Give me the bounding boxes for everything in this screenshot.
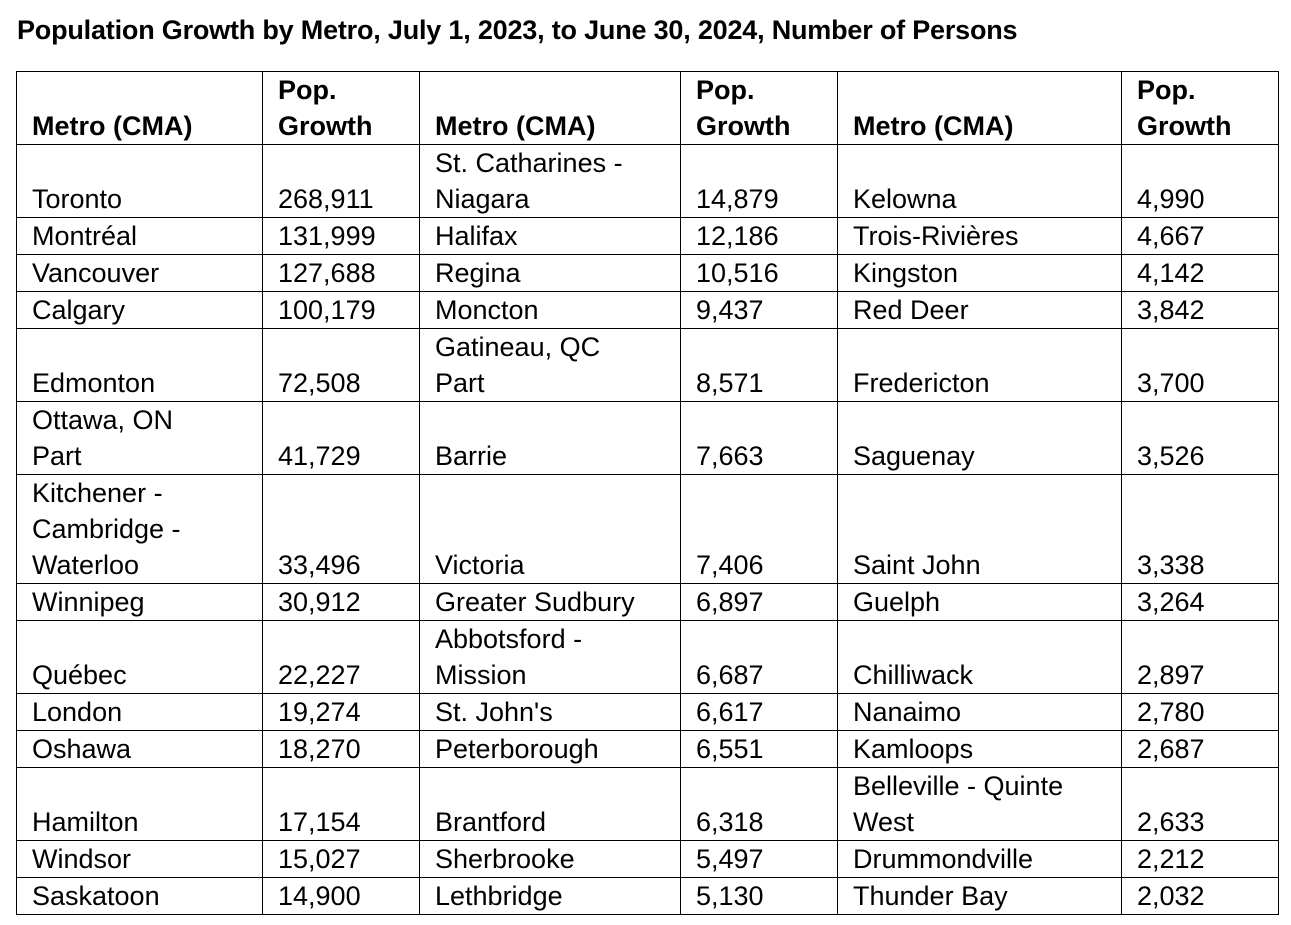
metro-cell: Hamilton bbox=[17, 768, 263, 841]
pop-growth-cell: 131,999 bbox=[263, 218, 420, 255]
table-row bbox=[17, 329, 1279, 402]
pop-growth-cell: 19,274 bbox=[263, 694, 420, 731]
table-row bbox=[17, 731, 1279, 768]
column-header-metro: Metro (CMA) bbox=[17, 72, 263, 145]
metro-cell: Greater Sudbury bbox=[420, 584, 681, 621]
metro-cell: Abbotsford - Mission bbox=[420, 621, 681, 694]
metro-cell: Regina bbox=[420, 255, 681, 292]
table-body bbox=[17, 145, 1279, 915]
pop-growth-cell: 100,179 bbox=[263, 292, 420, 329]
pop-growth-cell: 268,911 bbox=[263, 145, 420, 218]
pop-growth-cell: 6,687 bbox=[681, 621, 838, 694]
table-row bbox=[17, 218, 1279, 255]
metro-cell: Saskatoon bbox=[17, 878, 263, 915]
metro-cell: Moncton bbox=[420, 292, 681, 329]
pop-growth-cell: 6,897 bbox=[681, 584, 838, 621]
metro-cell: Gatineau, QC Part bbox=[420, 329, 681, 402]
table-row bbox=[17, 584, 1279, 621]
table-row bbox=[17, 694, 1279, 731]
pop-growth-cell: 72,508 bbox=[263, 329, 420, 402]
metro-cell: Drummondville bbox=[838, 841, 1122, 878]
pop-growth-cell: 14,879 bbox=[681, 145, 838, 218]
metro-cell: London bbox=[17, 694, 263, 731]
metro-cell: Winnipeg bbox=[17, 584, 263, 621]
table-title: Population Growth by Metro, July 1, 2023, to June 30, 2024, Number of Persons bbox=[17, 15, 1018, 45]
pop-growth-cell: 33,496 bbox=[263, 475, 420, 584]
table-row bbox=[17, 145, 1279, 218]
metro-cell: Oshawa bbox=[17, 731, 263, 768]
metro-cell: Lethbridge bbox=[420, 878, 681, 915]
pop-growth-cell: 6,318 bbox=[681, 768, 838, 841]
pop-growth-cell: 2,897 bbox=[1122, 621, 1279, 694]
table-row bbox=[17, 255, 1279, 292]
metro-cell: Fredericton bbox=[838, 329, 1122, 402]
metro-cell: Edmonton bbox=[17, 329, 263, 402]
table-row bbox=[17, 878, 1279, 915]
pop-growth-cell: 30,912 bbox=[263, 584, 420, 621]
metro-cell: Toronto bbox=[17, 145, 263, 218]
metro-cell: Victoria bbox=[420, 475, 681, 584]
pop-growth-cell: 3,264 bbox=[1122, 584, 1279, 621]
column-header-metro: Metro (CMA) bbox=[420, 72, 681, 145]
column-header-pop-growth: Pop. Growth bbox=[1122, 72, 1279, 145]
pop-growth-cell: 15,027 bbox=[263, 841, 420, 878]
metro-cell: Nanaimo bbox=[838, 694, 1122, 731]
metro-cell: Red Deer bbox=[838, 292, 1122, 329]
metro-cell: Chilliwack bbox=[838, 621, 1122, 694]
pop-growth-cell: 41,729 bbox=[263, 402, 420, 475]
metro-cell: Montréal bbox=[17, 218, 263, 255]
pop-growth-cell: 2,032 bbox=[1122, 878, 1279, 915]
metro-cell: Halifax bbox=[420, 218, 681, 255]
pop-growth-cell: 9,437 bbox=[681, 292, 838, 329]
table-row bbox=[17, 475, 1279, 584]
pop-growth-cell: 10,516 bbox=[681, 255, 838, 292]
metro-cell: St. John's bbox=[420, 694, 681, 731]
table-row bbox=[17, 841, 1279, 878]
population-growth-table bbox=[16, 71, 1279, 915]
metro-cell: Barrie bbox=[420, 402, 681, 475]
pop-growth-cell: 5,497 bbox=[681, 841, 838, 878]
pop-growth-cell: 22,227 bbox=[263, 621, 420, 694]
table-row bbox=[17, 292, 1279, 329]
pop-growth-cell: 6,551 bbox=[681, 731, 838, 768]
metro-cell: Vancouver bbox=[17, 255, 263, 292]
metro-cell: Peterborough bbox=[420, 731, 681, 768]
metro-cell: Sherbrooke bbox=[420, 841, 681, 878]
pop-growth-cell: 3,842 bbox=[1122, 292, 1279, 329]
pop-growth-cell: 2,780 bbox=[1122, 694, 1279, 731]
pop-growth-cell: 17,154 bbox=[263, 768, 420, 841]
metro-cell: Guelph bbox=[838, 584, 1122, 621]
pop-growth-cell: 2,212 bbox=[1122, 841, 1279, 878]
metro-cell: Calgary bbox=[17, 292, 263, 329]
header-row bbox=[17, 72, 1279, 145]
pop-growth-cell: 2,633 bbox=[1122, 768, 1279, 841]
metro-cell: Saint John bbox=[838, 475, 1122, 584]
metro-cell: Brantford bbox=[420, 768, 681, 841]
pop-growth-cell: 3,700 bbox=[1122, 329, 1279, 402]
metro-cell: Kamloops bbox=[838, 731, 1122, 768]
metro-cell: Windsor bbox=[17, 841, 263, 878]
pop-growth-cell: 4,667 bbox=[1122, 218, 1279, 255]
metro-cell: Belleville - Quinte West bbox=[838, 768, 1122, 841]
table-row bbox=[17, 768, 1279, 841]
pop-growth-cell: 3,526 bbox=[1122, 402, 1279, 475]
metro-cell: Québec bbox=[17, 621, 263, 694]
pop-growth-cell: 4,990 bbox=[1122, 145, 1279, 218]
column-header-pop-growth: Pop. Growth bbox=[681, 72, 838, 145]
pop-growth-cell: 14,900 bbox=[263, 878, 420, 915]
pop-growth-cell: 7,406 bbox=[681, 475, 838, 584]
column-header-metro: Metro (CMA) bbox=[838, 72, 1122, 145]
pop-growth-cell: 12,186 bbox=[681, 218, 838, 255]
pop-growth-cell: 18,270 bbox=[263, 731, 420, 768]
pop-growth-cell: 127,688 bbox=[263, 255, 420, 292]
metro-cell: Thunder Bay bbox=[838, 878, 1122, 915]
table-row bbox=[17, 402, 1279, 475]
pop-growth-cell: 6,617 bbox=[681, 694, 838, 731]
pop-growth-cell: 2,687 bbox=[1122, 731, 1279, 768]
metro-cell: Kingston bbox=[838, 255, 1122, 292]
pop-growth-cell: 3,338 bbox=[1122, 475, 1279, 584]
pop-growth-cell: 8,571 bbox=[681, 329, 838, 402]
pop-growth-cell: 5,130 bbox=[681, 878, 838, 915]
pop-growth-cell: 7,663 bbox=[681, 402, 838, 475]
metro-cell: Ottawa, ON Part bbox=[17, 402, 263, 475]
column-header-pop-growth: Pop. Growth bbox=[263, 72, 420, 145]
metro-cell: Kelowna bbox=[838, 145, 1122, 218]
table-header bbox=[17, 72, 1279, 145]
metro-cell: Trois-Rivières bbox=[838, 218, 1122, 255]
table-row bbox=[17, 621, 1279, 694]
metro-cell: St. Catharines - Niagara bbox=[420, 145, 681, 218]
pop-growth-cell: 4,142 bbox=[1122, 255, 1279, 292]
metro-cell: Saguenay bbox=[838, 402, 1122, 475]
metro-cell: Kitchener - Cambridge - Waterloo bbox=[17, 475, 263, 584]
